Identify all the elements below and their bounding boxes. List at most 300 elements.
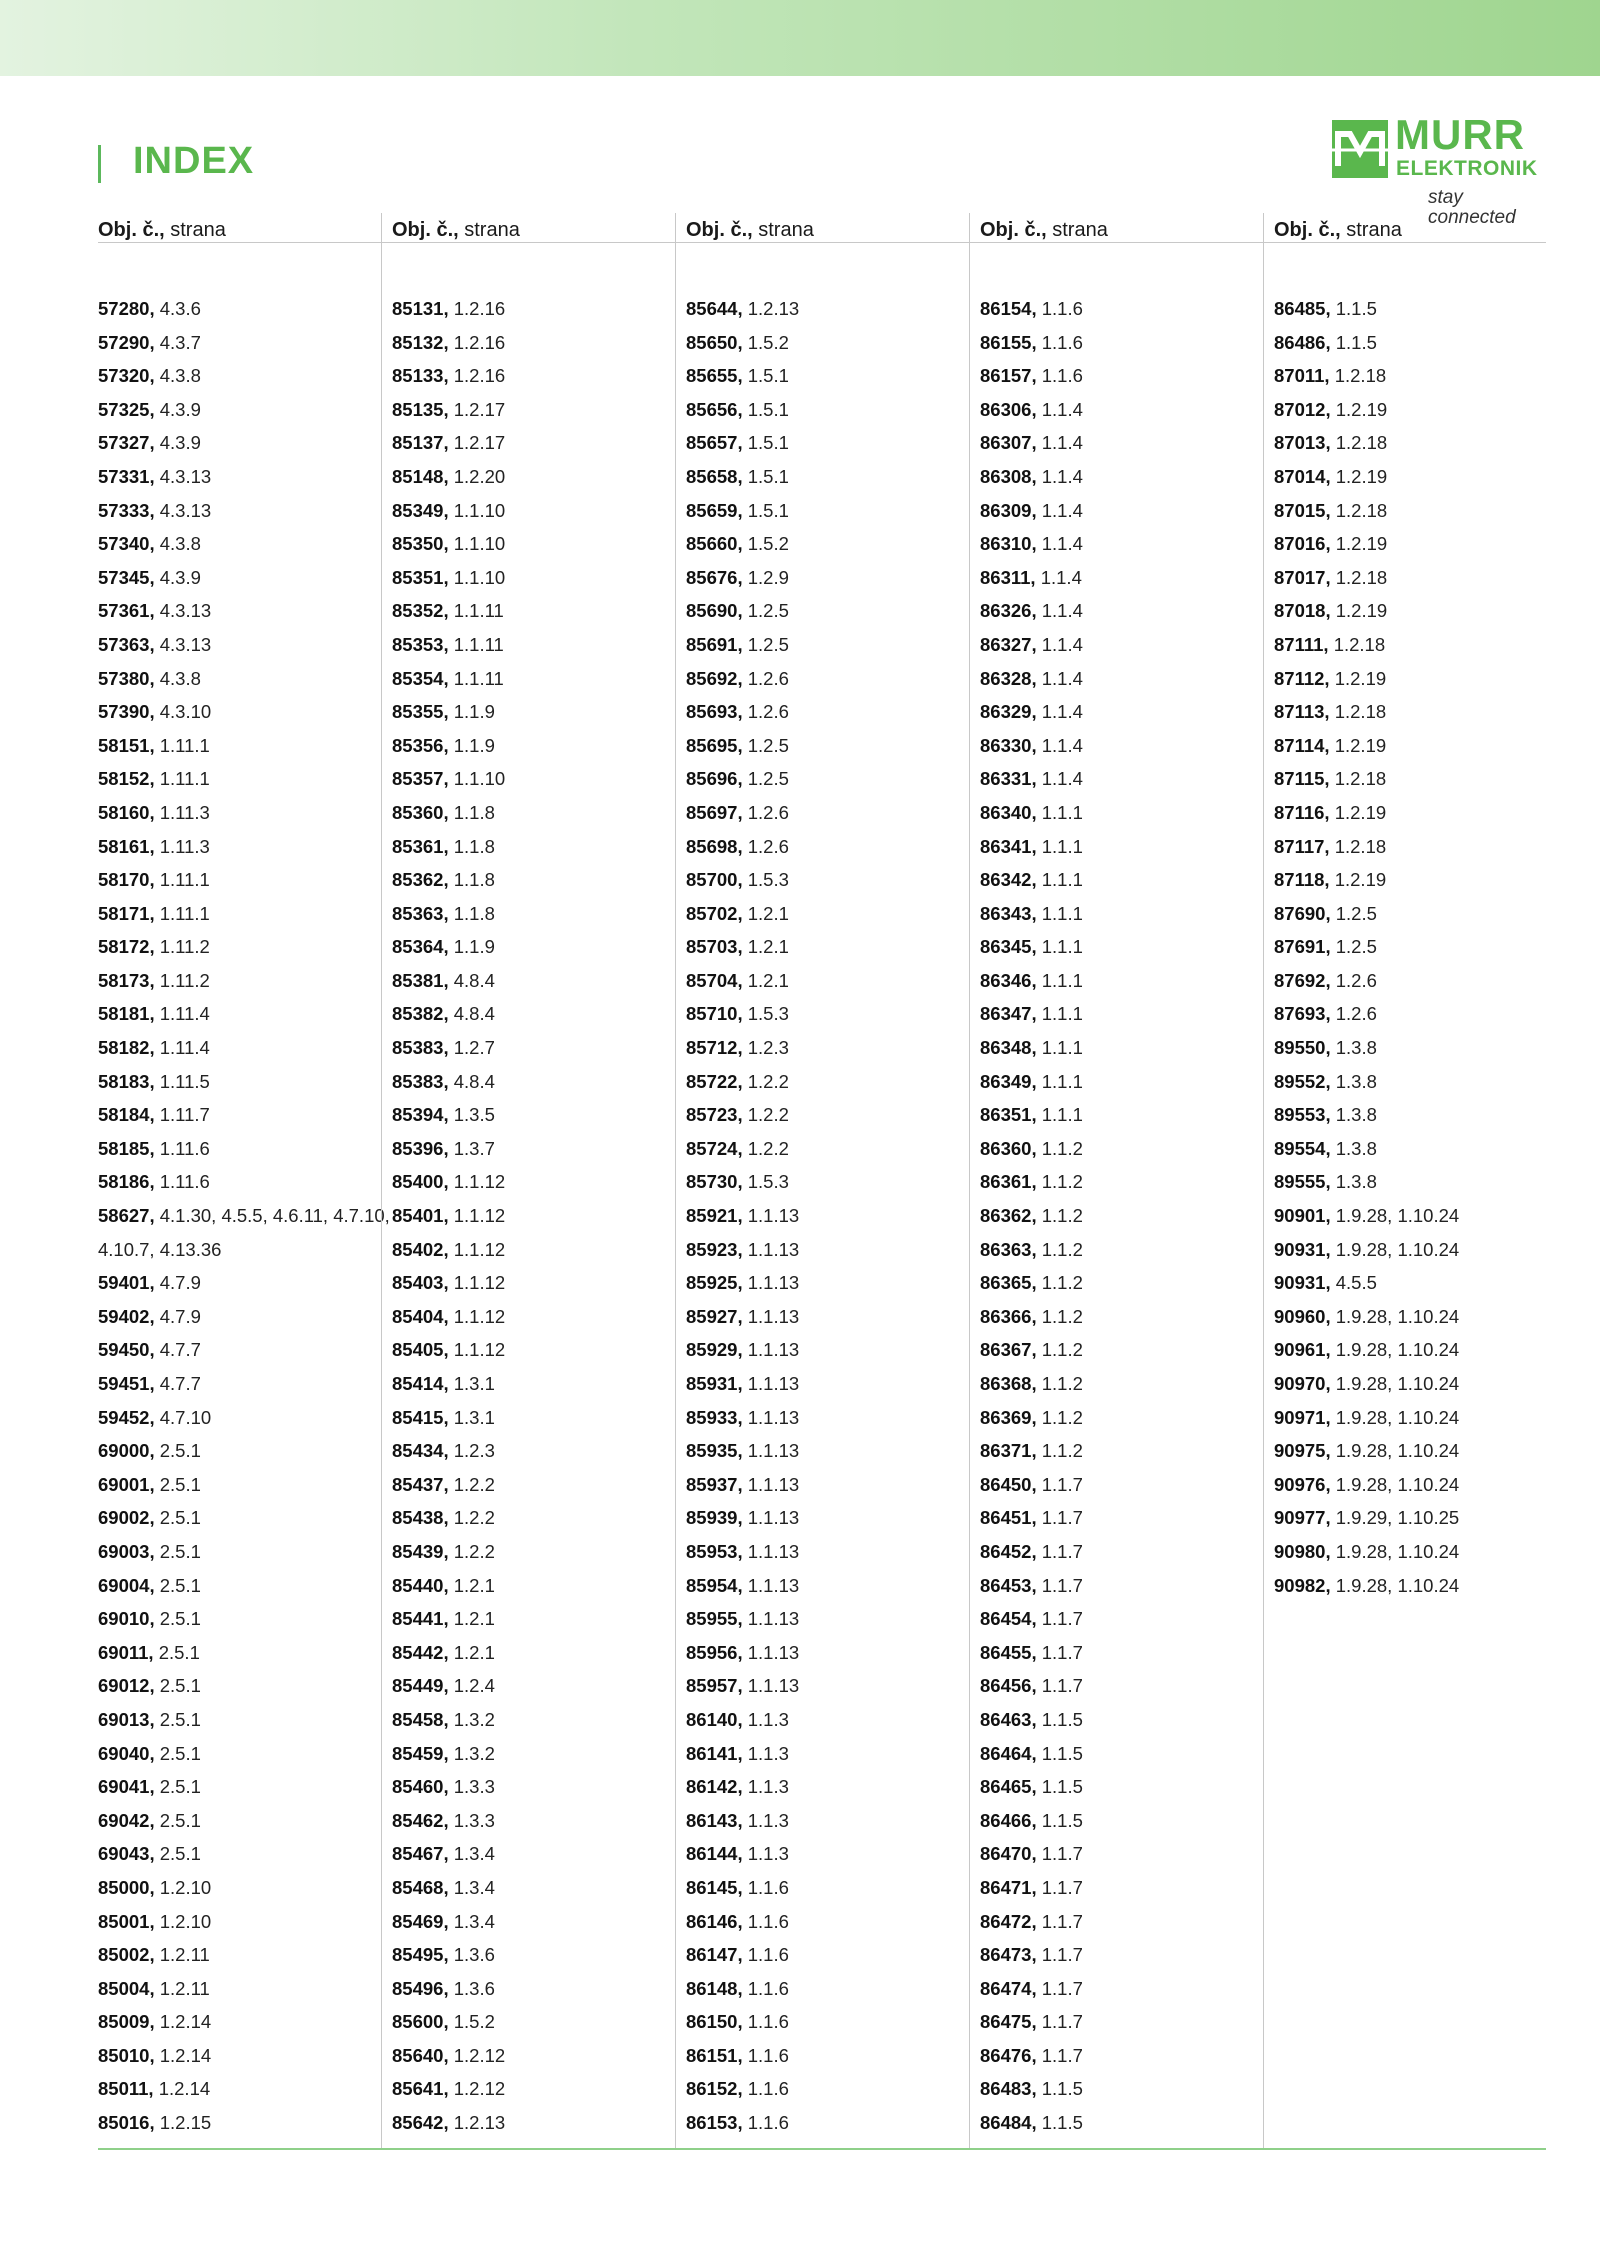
order-number: 59401, <box>98 1272 155 1294</box>
page-reference: 1.1.12 <box>453 1272 506 1294</box>
index-entry <box>686 863 980 897</box>
index-entry <box>686 1938 980 1972</box>
index-entry <box>392 494 686 528</box>
index-entry <box>98 292 392 326</box>
index-entry <box>686 1501 980 1535</box>
order-number: 58152, <box>98 768 155 790</box>
order-number: 59450, <box>98 1339 155 1361</box>
page-reference: 4.3.7 <box>159 331 201 353</box>
page-reference: 1.11.1 <box>159 869 210 891</box>
page-reference: 1.2.15 <box>159 2112 212 2134</box>
order-number: 86466, <box>980 1809 1037 1831</box>
order-number: 90980, <box>1274 1540 1331 1562</box>
index-entry <box>392 695 686 729</box>
order-number: 90960, <box>1274 1305 1331 1327</box>
order-number: 57280, <box>98 298 155 319</box>
order-number: 86150, <box>686 2011 743 2033</box>
order-number: 85956, <box>686 1641 743 1663</box>
order-number: 86152, <box>686 2078 743 2100</box>
index-entry <box>980 2039 1274 2073</box>
index-entry <box>686 594 980 628</box>
index-entry <box>980 359 1274 393</box>
order-number: 85010, <box>98 2044 155 2066</box>
order-number: 58627, <box>98 1205 155 1227</box>
page-reference: 1.11.3 <box>159 801 210 823</box>
index-entry <box>98 729 392 763</box>
page-reference: 1.1.6 <box>747 1876 789 1898</box>
page-reference: 1.1.7 <box>1041 1608 1083 1630</box>
index-entry <box>98 1938 392 1972</box>
page-reference: 4.3.9 <box>159 432 201 454</box>
index-entry <box>1274 1501 1568 1535</box>
page-reference: 1.1.11 <box>453 600 504 622</box>
column-header: Obj. č., strana <box>980 219 1108 241</box>
order-number: 85953, <box>686 1540 743 1562</box>
page-reference: 2.5.1 <box>159 1507 201 1529</box>
order-number: 85495, <box>392 1944 449 1966</box>
index-entry <box>98 1468 392 1502</box>
order-number: 85415, <box>392 1406 449 1428</box>
page-reference: 1.1.2 <box>1041 1440 1083 1462</box>
order-number: 86347, <box>980 1003 1037 1025</box>
page-reference: 1.5.3 <box>747 1003 789 1025</box>
index-entry <box>1274 897 1568 931</box>
page-reference: 1.11.4 <box>159 1037 210 1059</box>
index-entry <box>686 1098 980 1132</box>
page-reference: 1.2.20 <box>453 465 506 487</box>
page-reference: 1.2.14 <box>159 2011 212 2033</box>
index-entry <box>980 1132 1274 1166</box>
page-reference: 2.5.1 <box>159 1708 201 1730</box>
order-number: 86343, <box>980 902 1037 924</box>
index-entry <box>98 1098 392 1132</box>
order-number: 85659, <box>686 499 743 521</box>
index-entry <box>98 1905 392 1939</box>
index-entry <box>392 930 686 964</box>
order-number: 86147, <box>686 1944 743 1966</box>
index-entry <box>98 1367 392 1401</box>
order-number: 86157, <box>980 365 1037 387</box>
index-entry <box>98 2106 392 2140</box>
order-number: 85644, <box>686 298 743 319</box>
page-reference: 4.7.9 <box>159 1305 201 1327</box>
order-number: 86453, <box>980 1574 1037 1596</box>
page-reference: 1.1.6 <box>747 2044 789 2066</box>
order-number: 57327, <box>98 432 155 454</box>
order-number: 86330, <box>980 734 1037 756</box>
page-reference: 1.2.6 <box>747 801 789 823</box>
index-entry <box>98 393 392 427</box>
order-number: 69003, <box>98 1540 155 1562</box>
entry-list <box>392 292 686 2140</box>
order-number: 85469, <box>392 1910 449 1932</box>
order-number: 59451, <box>98 1373 155 1394</box>
order-number: 86146, <box>686 1910 743 1932</box>
index-entry <box>1274 964 1568 998</box>
order-number: 85437, <box>392 1473 449 1495</box>
page-reference: 1.1.5 <box>1041 2078 1083 2100</box>
page-reference: 1.1.4 <box>1040 566 1082 588</box>
order-number: 85640, <box>392 2044 449 2066</box>
index-entry <box>980 830 1274 864</box>
order-number: 85693, <box>686 701 743 723</box>
page-reference: 1.3.8 <box>1335 1137 1377 1159</box>
page-reference: 1.1.12 <box>453 1238 506 1260</box>
index-entry <box>686 897 980 931</box>
index-entry <box>980 1871 1274 1905</box>
index-entry <box>980 426 1274 460</box>
index-entry <box>392 796 686 830</box>
index-entry <box>980 1165 1274 1199</box>
index-entry <box>686 2106 980 2140</box>
page-reference: 1.11.2 <box>159 969 210 991</box>
index-entry <box>98 1837 392 1871</box>
index-entry <box>980 292 1274 326</box>
page-reference: 4.7.10 <box>159 1406 212 1428</box>
order-number: 86484, <box>980 2112 1037 2134</box>
page-reference: 1.2.2 <box>453 1540 495 1562</box>
index-entry <box>980 762 1274 796</box>
order-number: 85133, <box>392 365 449 387</box>
page-reference: 1.1.5 <box>1041 1776 1083 1798</box>
index-entry <box>1274 1065 1568 1099</box>
column-header: Obj. č., strana <box>392 219 520 241</box>
page-reference: 1.5.1 <box>747 432 789 454</box>
order-number: 87018, <box>1274 600 1331 622</box>
order-number: 85658, <box>686 465 743 487</box>
index-entry <box>686 628 980 662</box>
index-entry <box>686 1367 980 1401</box>
order-number: 86309, <box>980 499 1037 521</box>
page-reference: 1.1.4 <box>1041 432 1083 454</box>
page-reference: 1.3.3 <box>453 1809 495 1831</box>
page-reference: 1.1.12 <box>453 1205 506 1227</box>
index-entry <box>980 930 1274 964</box>
page-reference: 2.5.1 <box>159 1675 201 1697</box>
page-reference: 1.3.3 <box>453 1776 495 1798</box>
order-number: 85923, <box>686 1238 743 1260</box>
page-reference: 1.11.7 <box>159 1104 210 1126</box>
order-number: 86451, <box>980 1507 1037 1529</box>
order-number: 85712, <box>686 1037 743 1059</box>
index-entry <box>392 1669 686 1703</box>
order-number: 85697, <box>686 801 743 823</box>
order-number: 85400, <box>392 1171 449 1193</box>
page-reference: 2.5.1 <box>159 1574 201 1596</box>
index-entry <box>392 527 686 561</box>
index-entry <box>98 1401 392 1435</box>
index-entry <box>686 796 980 830</box>
page-reference: 1.2.2 <box>747 1137 789 1159</box>
index-entry <box>1274 326 1568 360</box>
order-number: 86345, <box>980 936 1037 958</box>
order-number: 85730, <box>686 1171 743 1193</box>
index-entry <box>980 1300 1274 1334</box>
order-number: 86371, <box>980 1440 1037 1462</box>
index-entry <box>98 561 392 595</box>
index-entry <box>392 662 686 696</box>
index-entry <box>392 1401 686 1435</box>
index-entry <box>392 1938 686 1972</box>
order-number: 90931, <box>1274 1238 1331 1260</box>
page-reference: 1.1.2 <box>1041 1137 1083 1159</box>
page-reference: 1.5.3 <box>747 1171 789 1193</box>
page-reference: 4.5.5 <box>1335 1272 1377 1294</box>
page-reference: 4.3.8 <box>159 667 201 689</box>
page-reference: 1.5.1 <box>747 465 789 487</box>
index-entry <box>980 863 1274 897</box>
index-entry <box>1274 762 1568 796</box>
index-entry <box>980 1434 1274 1468</box>
order-number: 58173, <box>98 969 155 991</box>
index-entry <box>98 1669 392 1703</box>
index-entry <box>392 1804 686 1838</box>
order-number: 86361, <box>980 1171 1037 1193</box>
page-reference: 1.1.7 <box>1041 2011 1083 2033</box>
order-number: 86331, <box>980 768 1037 790</box>
index-entry <box>980 1804 1274 1838</box>
order-number: 85702, <box>686 902 743 924</box>
index-entry <box>980 1401 1274 1435</box>
order-number: 85401, <box>392 1205 449 1227</box>
page-reference: 1.1.9 <box>453 701 495 723</box>
page-reference: 1.1.6 <box>1041 331 1083 353</box>
order-number: 85692, <box>686 667 743 689</box>
index-entry <box>980 1905 1274 1939</box>
index-entry <box>686 1905 980 1939</box>
index-entry <box>392 1031 686 1065</box>
index-entry <box>686 1199 980 1233</box>
page-reference: 2.5.1 <box>159 1776 201 1798</box>
index-entry <box>980 527 1274 561</box>
index-entry <box>980 494 1274 528</box>
order-number: 90970, <box>1274 1373 1331 1394</box>
page-reference: 1.2.18 <box>1334 365 1387 387</box>
page-reference: 1.2.2 <box>747 1104 789 1126</box>
index-entry <box>686 1871 980 1905</box>
order-number: 86360, <box>980 1137 1037 1159</box>
index-entry <box>686 762 980 796</box>
index-entry <box>686 1737 980 1771</box>
page-reference: 1.3.8 <box>1335 1104 1377 1126</box>
page-reference: 1.1.1 <box>1041 936 1083 958</box>
page-reference: 1.2.16 <box>453 331 506 353</box>
order-number: 86348, <box>980 1037 1037 1059</box>
order-number: 87012, <box>1274 398 1331 420</box>
page-reference: 1.1.13 <box>747 1574 800 1596</box>
page-reference: 1.1.13 <box>747 1608 800 1630</box>
page-reference: 1.1.3 <box>747 1776 789 1798</box>
order-number: 85362, <box>392 869 449 891</box>
index-entry <box>98 1501 392 1535</box>
page-reference: 1.1.11 <box>453 633 504 655</box>
index-entry <box>392 863 686 897</box>
page-reference: 1.1.13 <box>747 1339 800 1361</box>
page-reference: 2.5.1 <box>159 1809 201 1831</box>
page-reference: 1.2.18 <box>1334 701 1387 723</box>
index-entry <box>686 1468 980 1502</box>
page-reference: 4.1.30, 4.5.5, 4.6.11, 4.7.10, <box>159 1205 390 1227</box>
order-number: 86351, <box>980 1104 1037 1126</box>
page-reference: 1.1.13 <box>747 1406 800 1428</box>
order-number: 86145, <box>686 1876 743 1898</box>
order-number: 86349, <box>980 1070 1037 1092</box>
index-entry <box>980 1501 1274 1535</box>
page-reference: 4.8.4 <box>453 1003 495 1025</box>
index-column-1 <box>98 213 392 2148</box>
order-number: 87118, <box>1274 869 1330 891</box>
index-entry <box>686 1770 980 1804</box>
page-reference: 1.3.6 <box>453 1977 495 1999</box>
index-entry <box>392 1871 686 1905</box>
page-reference: 1.2.5 <box>747 734 789 756</box>
page-reference: 1.2.2 <box>453 1507 495 1529</box>
page-reference: 1.1.6 <box>747 2078 789 2100</box>
order-number: 90931, <box>1274 1272 1331 1294</box>
index-column-4 <box>969 213 1264 2148</box>
index-entry <box>392 1065 686 1099</box>
index-entry <box>686 1132 980 1166</box>
order-number: 85382, <box>392 1003 449 1025</box>
order-number: 86311, <box>980 566 1036 588</box>
page-reference: 1.1.6 <box>747 1910 789 1932</box>
column-header: Obj. č., strana <box>1274 219 1402 241</box>
page-reference: 1.2.10 <box>159 1910 212 1932</box>
page-reference: 4.3.6 <box>159 298 201 319</box>
index-entry <box>98 1569 392 1603</box>
page-reference: 1.2.17 <box>453 432 506 454</box>
page-reference: 1.1.13 <box>747 1373 800 1394</box>
order-number: 86308, <box>980 465 1037 487</box>
index-entry <box>1274 1401 1568 1435</box>
order-number: 85931, <box>686 1373 743 1394</box>
order-number: 85927, <box>686 1305 743 1327</box>
page-reference: 1.3.4 <box>453 1876 495 1898</box>
page-reference: 1.2.19 <box>1335 465 1388 487</box>
order-number: 86452, <box>980 1540 1037 1562</box>
order-number: 87112, <box>1274 667 1330 689</box>
logo-brand-text: MURR <box>1395 111 1525 158</box>
index-entry <box>980 729 1274 763</box>
order-number: 86155, <box>980 331 1037 353</box>
order-number: 69012, <box>98 1675 155 1697</box>
index-entry <box>980 1938 1274 1972</box>
index-entry <box>686 359 980 393</box>
page-reference: 1.1.4 <box>1041 465 1083 487</box>
page-reference: 1.1.12 <box>453 1305 506 1327</box>
index-entry <box>980 1669 1274 1703</box>
order-number: 86455, <box>980 1641 1037 1663</box>
order-number: 86368, <box>980 1373 1037 1394</box>
order-number: 86141, <box>686 1742 743 1764</box>
order-number: 87115, <box>1274 768 1330 790</box>
page-reference: 4.3.9 <box>159 566 201 588</box>
order-number: 89554, <box>1274 1137 1331 1159</box>
page-reference: 4.8.4 <box>453 969 495 991</box>
index-entry <box>1274 1468 1568 1502</box>
page-reference: 1.11.1 <box>159 734 210 756</box>
index-entry <box>98 1636 392 1670</box>
order-number: 85352, <box>392 600 449 622</box>
index-entry <box>392 1098 686 1132</box>
page-reference: 1.1.8 <box>453 869 495 891</box>
index-entry <box>392 1972 686 2006</box>
index-entry <box>98 494 392 528</box>
order-number: 85441, <box>392 1608 449 1630</box>
order-number: 85360, <box>392 801 449 823</box>
order-number: 85954, <box>686 1574 743 1596</box>
index-entry <box>392 1468 686 1502</box>
order-number: 86366, <box>980 1305 1037 1327</box>
index-entry <box>686 460 980 494</box>
order-number: 89555, <box>1274 1171 1331 1193</box>
index-column-5 <box>1263 213 1558 2148</box>
order-number: 85703, <box>686 936 743 958</box>
index-entry <box>686 2072 980 2106</box>
index-entry <box>1274 1098 1568 1132</box>
index-entry <box>98 1165 392 1199</box>
page-reference: 4.3.8 <box>159 365 201 387</box>
page-reference: 1.9.28, 1.10.24 <box>1335 1440 1460 1462</box>
order-number: 85650, <box>686 331 743 353</box>
page-reference: 1.2.1 <box>747 969 789 991</box>
index-entry <box>686 1535 980 1569</box>
order-number: 85449, <box>392 1675 449 1697</box>
order-number: 57380, <box>98 667 155 689</box>
order-number: 85011, <box>98 2078 154 2100</box>
page-reference: 1.9.28, 1.10.24 <box>1335 1540 1460 1562</box>
index-entry <box>98 830 392 864</box>
page-reference: 1.3.8 <box>1335 1037 1377 1059</box>
page-reference: 1.1.1 <box>1041 869 1083 891</box>
order-number: 85440, <box>392 1574 449 1596</box>
order-number: 87013, <box>1274 432 1331 454</box>
index-entry <box>686 695 980 729</box>
page-reference: 1.1.4 <box>1041 600 1083 622</box>
page-reference: 1.1.1 <box>1041 835 1083 857</box>
page-reference: 4.10.7, 4.13.36 <box>98 1238 222 1260</box>
order-number: 85925, <box>686 1272 743 1294</box>
page-reference: 1.2.19 <box>1334 869 1387 891</box>
index-entry <box>1274 1165 1568 1199</box>
page-reference: 1.1.12 <box>453 1339 506 1361</box>
index-entry <box>392 1233 686 1267</box>
index-entry <box>98 1132 392 1166</box>
page-reference: 1.2.6 <box>747 835 789 857</box>
order-number: 58161, <box>98 835 155 857</box>
index-entry <box>98 594 392 628</box>
order-number: 85723, <box>686 1104 743 1126</box>
order-number: 85135, <box>392 398 449 420</box>
order-number: 86475, <box>980 2011 1037 2033</box>
order-number: 86329, <box>980 701 1037 723</box>
index-entry <box>1274 1031 1568 1065</box>
page-reference: 4.7.7 <box>159 1373 201 1394</box>
order-number: 86485, <box>1274 298 1331 319</box>
index-entry <box>1274 1535 1568 1569</box>
order-number: 87016, <box>1274 533 1331 555</box>
order-number: 86340, <box>980 801 1037 823</box>
page-reference: 1.1.12 <box>453 1171 506 1193</box>
page-reference: 1.1.7 <box>1041 1473 1083 1495</box>
index-entry <box>1274 930 1568 964</box>
order-number: 86472, <box>980 1910 1037 1932</box>
index-entry <box>392 1569 686 1603</box>
page-reference: 1.2.16 <box>453 298 506 319</box>
page-reference: 1.9.28, 1.10.24 <box>1335 1205 1460 1227</box>
page-reference: 1.1.4 <box>1041 499 1083 521</box>
page-reference: 1.1.5 <box>1041 1708 1083 1730</box>
